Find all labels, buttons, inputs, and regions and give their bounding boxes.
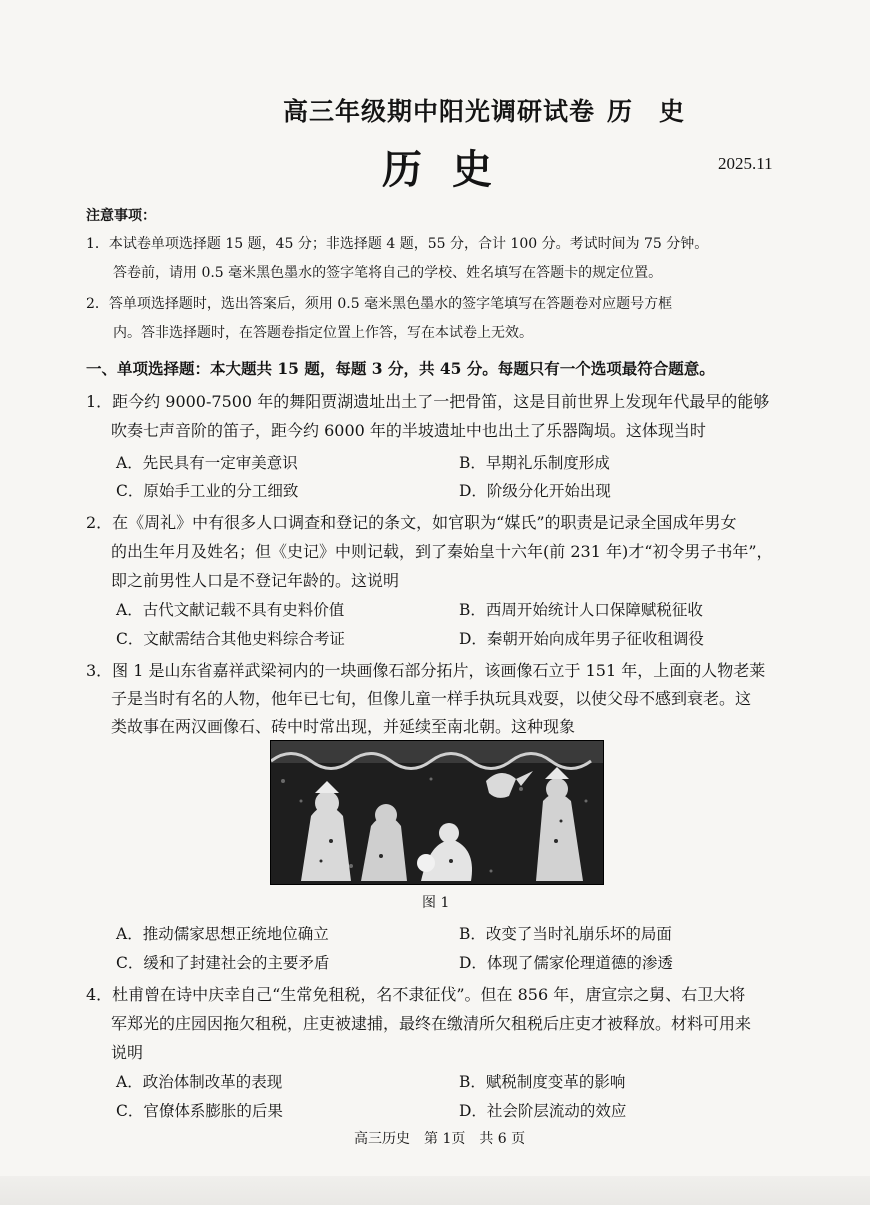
question-3-option-d: D．体现了儒家伦理道德的渗透 [459, 954, 673, 972]
exam-name: 高三年级期中阳光调研试卷 [283, 97, 596, 126]
stone-rubbing-image [270, 740, 604, 885]
question-4-option-d: D．社会阶层流动的效应 [459, 1102, 627, 1120]
question-4-line: 军郑光的庄园因拖欠租税，庄吏被逮捕，最终在缴清所欠租税后庄吏才被释放。材料可用来 [111, 1014, 752, 1033]
question-4-line: 说明 [111, 1043, 144, 1062]
question-2-option-d: D．秦朝开始向成年男子征收租调役 [459, 630, 704, 648]
notice-line: 内。答非选择题时，在答题卷指定位置上作答，写在本试卷上无效。 [113, 325, 533, 341]
question-4-option-b: B．赋税制度变革的影响 [459, 1073, 626, 1091]
question-3-option-a: A．推动儒家思想正统地位确立 [116, 925, 329, 943]
question-2-option-a: A．古代文献记载不具有史料价值 [116, 601, 345, 619]
question-2-line: 2．在《周礼》中有很多人口调查和登记的条文，如官职为“媒氏”的职责是记录全国成年男女 [86, 513, 737, 532]
question-1-option-a: A．先民具有一定审美意识 [116, 454, 298, 472]
question-3-line: 3．图 1 是山东省嘉祥武梁祠内的一块画像石部分拓片，该画像石立于 151 年，上面的人物老莱 [86, 661, 766, 680]
question-1-line: 1．距今约 9000-7500 年的舞阳贾湖遗址出土了一把骨笛，这是目前世界上发现年代最早的能够 [86, 392, 770, 411]
question-2-line: 即之前男性人口是不登记年龄的。这说明 [111, 571, 400, 590]
exam-date: 2025.11 [718, 154, 773, 173]
page-footer: 高三历史 第 1页 共 6 页 [354, 1131, 526, 1147]
page-title: 历史 [382, 146, 522, 193]
question-2-option-b: B．西周开始统计人口保障赋税征收 [459, 601, 703, 619]
question-1-option-c: C．原始手工业的分工细致 [116, 482, 299, 500]
figure-caption: 图 1 [422, 895, 450, 911]
question-1-option-b: B．早期礼乐制度形成 [459, 454, 610, 472]
notice-line: 答卷前，请用 0.5 毫米黑色墨水的签字笔将自己的学校、姓名填写在答题卡的规定位置。 [113, 265, 663, 281]
question-2-option-c: C．文献需结合其他史料综合考证 [116, 630, 345, 648]
question-4-line: 4．杜甫曾在诗中庆幸自己“生常免租税，名不隶征伐”。但在 856 年，唐宣宗之舅、右卫大将 [86, 985, 746, 1004]
question-3-option-c: C．缓和了封建社会的主要矛盾 [116, 954, 330, 972]
question-3-line: 子是当时有名的人物，他年已七旬，但像儿童一样手执玩具戏耍，以使父母不感到衰老。这 [111, 689, 752, 708]
question-4-option-c: C．官僚体系膨胀的后果 [116, 1102, 283, 1120]
notice-line: 1．本试卷单项选择题 15 题，45 分；非选择题 4 题，55 分，合计 100 分。考试时间为 75 分钟。 [86, 236, 709, 252]
notice-label: 注意事项： [86, 208, 156, 224]
exam-subject: 历 史 [607, 97, 686, 126]
question-1-option-d: D．阶级分化开始出现 [459, 482, 611, 500]
question-1-line: 吹奏七声音阶的笛子，距今约 6000 年的半坡遗址中也出土了乐器陶埙。这体现当时 [111, 421, 706, 440]
section-heading: 一、单项选择题：本大题共 15 题，每题 3 分，共 45 分。每题只有一个选项最符合题意。 [86, 359, 715, 378]
question-2-line: 的出生年月及姓名；但《史记》中则记载，到了秦始皇十六年(前 231 年)才“初令男子书年”， [111, 542, 773, 561]
question-4-option-a: A．政治体制改革的表现 [116, 1073, 283, 1091]
scan-bottom-edge [0, 1176, 870, 1205]
exam-header-title [283, 92, 685, 128]
notice-line: 2．答单项选择题时，选出答案后，须用 0.5 毫米黑色墨水的签字笔填写在答题卷对应题号方框 [86, 296, 673, 312]
question-3-line: 类故事在两汉画像石、砖中时常出现，并延续至南北朝。这种现象 [111, 717, 576, 736]
question-3-option-b: B．改变了当时礼崩乐坏的局面 [459, 925, 672, 943]
